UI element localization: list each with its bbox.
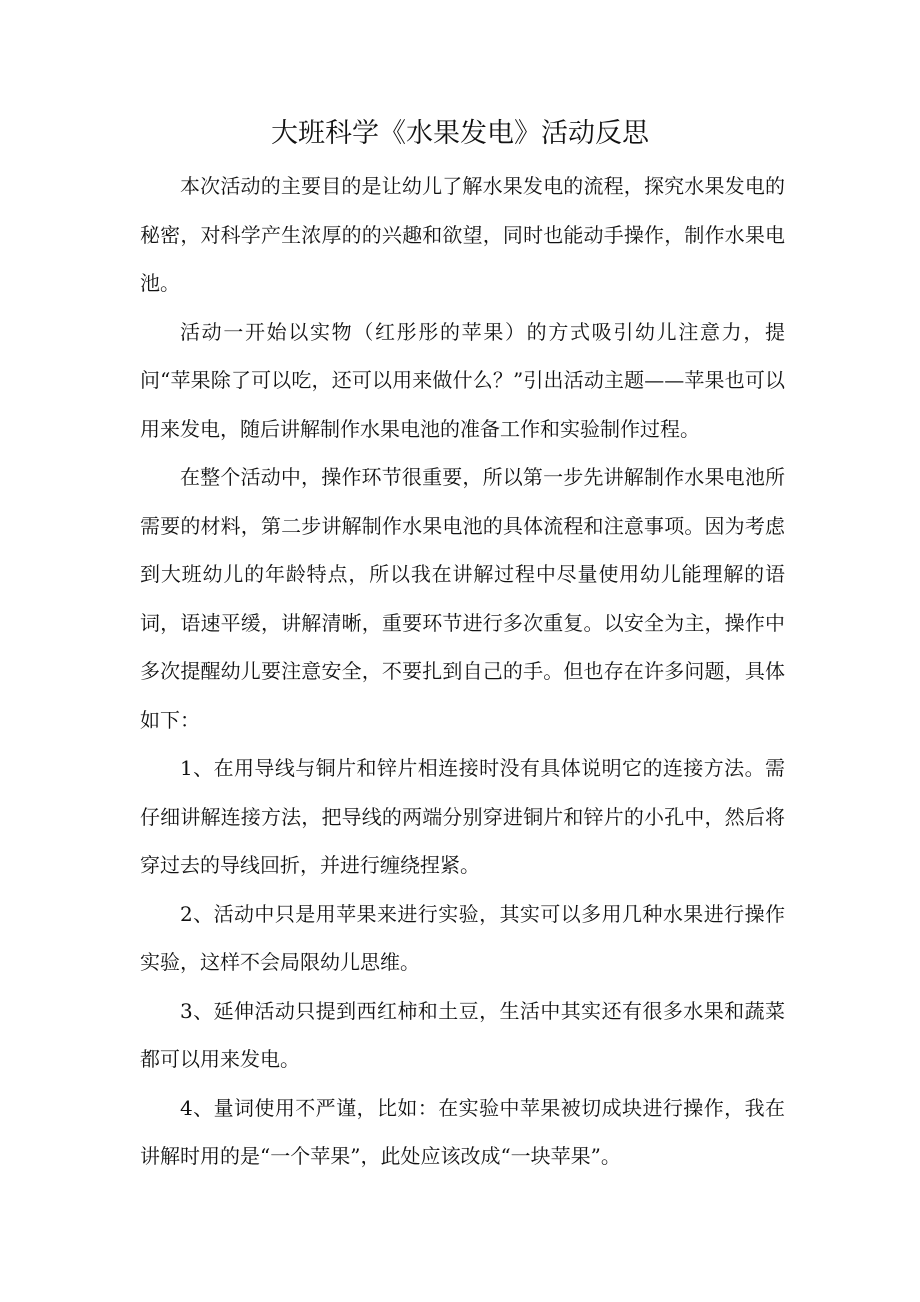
paragraph-issue-3: 3、延伸活动只提到西红柿和土豆，生活中其实还有很多水果和蔬菜都可以用来发电。 xyxy=(140,998,785,1071)
document-title: 大班科学《水果发电》活动反思 xyxy=(271,118,649,149)
document-body xyxy=(140,162,785,1181)
paragraph-issue-4: 4、量词使用不严谨，比如：在实验中苹果被切成块进行操作，我在讲解时用的是“一个苹果”，此处应该改成“一块苹果”。 xyxy=(140,1095,785,1168)
paragraph-intro: 本次活动的主要目的是让幼儿了解水果发电的流程，探究水果发电的秘密，对科学产生浓厚的的兴趣和欲望，同时也能动手操作，制作水果电池。 xyxy=(140,174,785,295)
paragraph-opening: 活动一开始以实物（红彤彤的苹果）的方式吸引幼儿注意力，提问“苹果除了可以吃，还可以用来做什么？”引出活动主题——苹果也可以用来发电，随后讲解制作水果电池的准备工作和实验制作过程。 xyxy=(140,319,785,441)
paragraph-issue-1: 1、在用导线与铜片和锌片相连接时没有具体说明它的连接方法。需仔细讲解连接方法，把导线的两端分别穿进铜片和锌片的小孔中，然后将穿过去的导线回折，并进行缠绕捏紧。 xyxy=(140,756,785,877)
paragraph-process: 在整个活动中，操作环节很重要，所以第一步先讲解制作水果电池所需要的材料，第二步讲解制作水果电池的具体流程和注意事项。因为考虑到大班幼儿的年龄特点，所以我在讲解过程中尽量使用幼儿能理解的语词，语速平缓，讲解清晰，重要环节进行多次重复。以安全为主，操作中多次提醒幼儿要注意安全，不要扎到自己的手。但也存在许多问题，具体如下： xyxy=(140,465,785,732)
paragraph-issue-2: 2、活动中只是用苹果来进行实验，其实可以多用几种水果进行操作实验，这样不会局限幼儿思维。 xyxy=(140,901,785,974)
